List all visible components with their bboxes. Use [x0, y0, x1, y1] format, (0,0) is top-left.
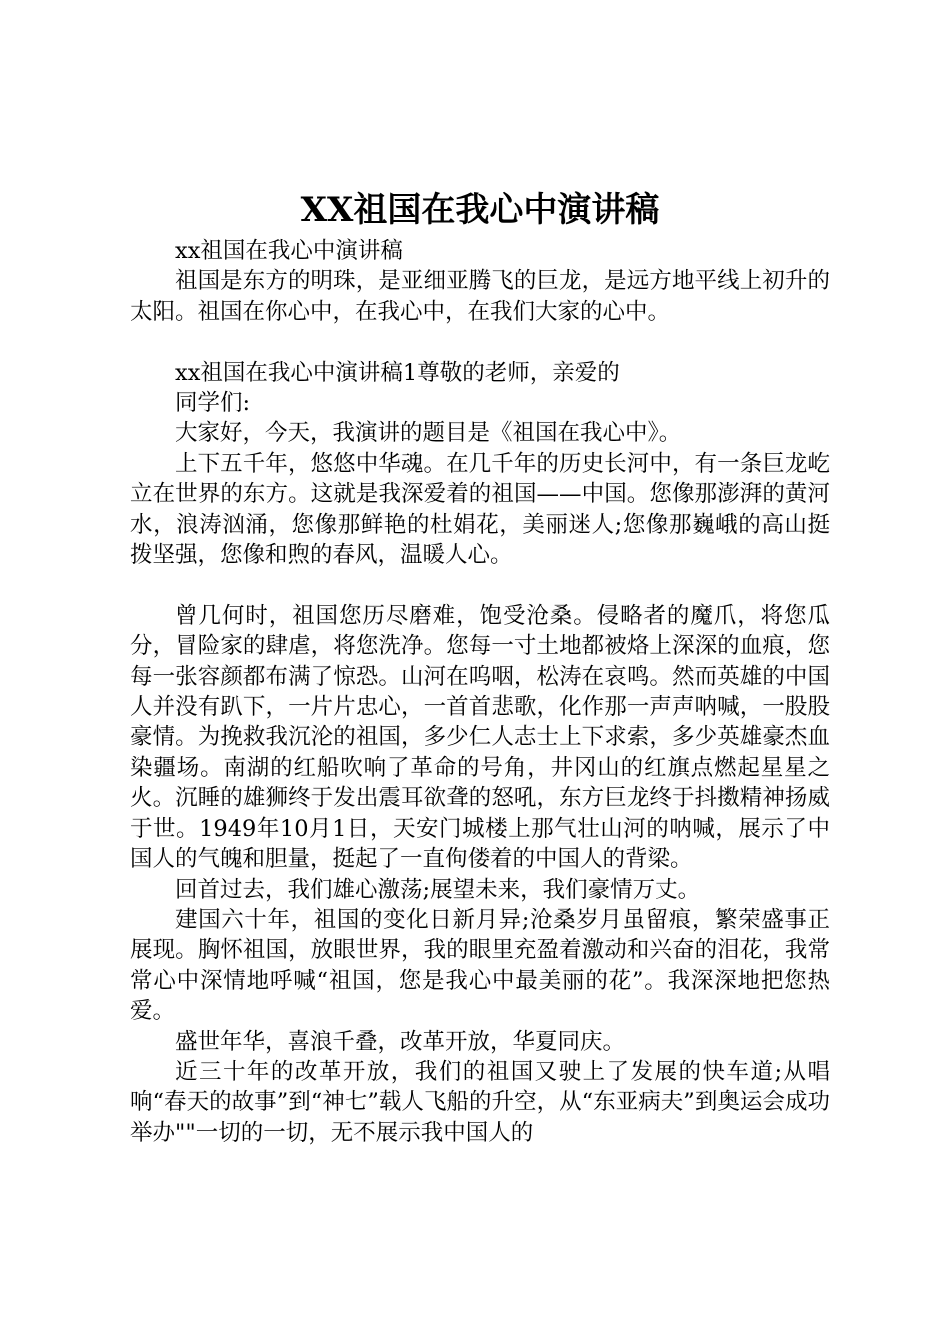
- paragraph-reform: 近三十年的改革开放，我们的祖国又驶上了发展的快车道;从唱响“春天的故事”到“神七”载人飞船的升空，从“东亚病夫”到奥运会成功举办""一切的一切，无不展示我中国人的: [130, 1058, 830, 1146]
- paragraph-prosperity: 盛世年华，喜浪千叠，改革开放，华夏同庆。: [175, 1028, 626, 1055]
- document-title: XX祖国在我心中演讲稿: [300, 190, 660, 230]
- paragraph-greeting: 大家好，今天，我演讲的题目是《祖国在我心中》。: [175, 420, 682, 447]
- paragraph-history: 上下五千年，悠悠中华魂。在几千年的历史长河中，有一条巨龙屹立在世界的东方。这就是我深爱着的祖国——中国。您像那澎湃的黄河水，浪涛汹涌，您像那鲜艳的杜娟花，美丽迷人;您像那巍峨的高山挺拨坚强，您像和煦的春风，温暖人心。: [130, 450, 830, 569]
- paragraph-hardship: 曾几何时，祖国您历尽磨难，饱受沧桑。侵略者的魔爪，将您瓜分，冒险家的肆虐，将您洗净。您每一寸土地都被烙上深深的血痕，您每一张容颜都布满了惊恐。山河在呜咽，松涛在哀鸣。然而英雄的中国人并没有趴下，一片片忠心，一首首悲歌，化作那一声声呐喊，一股股豪情。为挽救我沉沦的祖国，多少仁人志士上下求索，多少英雄豪杰血染疆场。南湖的红船吹响了革命的号角，井冈山的红旗点燃起星星之火。沉睡的雄狮终于发出震耳欲聋的怒吼，东方巨龙终于抖擞精神扬威于世。1949年10月1日，天安门城楼上那气壮山河的呐喊，展示了中国人的气魄和胆量，挺起了一直佝偻着的中国人的背梁。: [130, 602, 830, 873]
- paragraph-subtitle: xx祖国在我心中演讲稿: [175, 238, 403, 264]
- paragraph-intro: 祖国是东方的明珠，是亚细亚腾飞的巨龙，是远方地平线上初升的太阳。祖国在你心中，在我心中，在我们大家的心中。: [130, 268, 830, 325]
- paragraph-speech-heading: xx祖国在我心中演讲稿1尊敬的老师，亲爱的: [175, 359, 620, 386]
- paragraph-retrospect: 回首过去，我们雄心激荡;展望未来，我们豪情万丈。: [175, 876, 701, 903]
- paragraph-salutation: 同学们:: [175, 390, 251, 417]
- document-body: [130, 236, 830, 1148]
- paragraph-sixty-years: 建国六十年，祖国的变化日新月异;沧桑岁月虽留痕，繁荣盛事正展现。胸怀祖国，放眼世界，我的眼里充盈着激动和兴奋的泪花，我常常心中深情地呼喊“祖国，您是我心中最美丽的花”。我深深地把您热爱。: [130, 906, 830, 1025]
